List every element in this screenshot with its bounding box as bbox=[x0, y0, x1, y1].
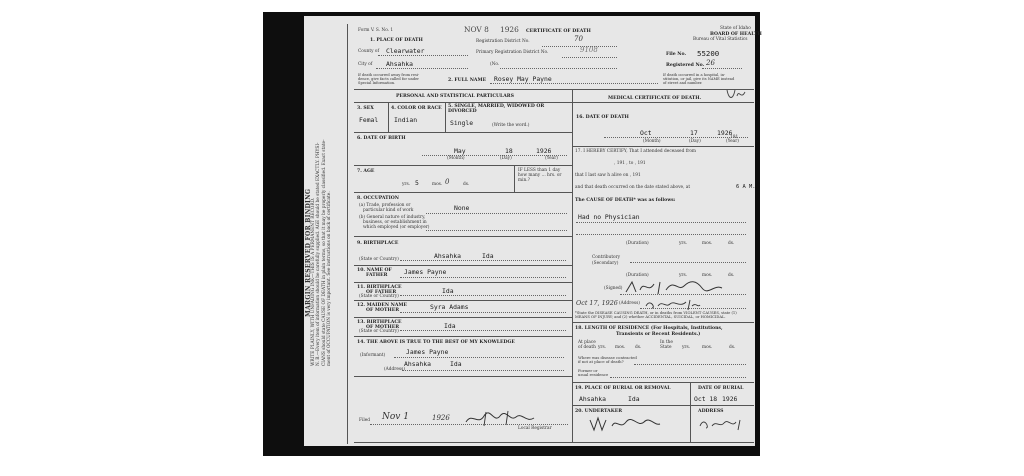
duration-ds: ds. bbox=[728, 241, 735, 246]
dob-day: 18 bbox=[505, 147, 513, 155]
undertaker-signature bbox=[586, 414, 666, 434]
at-place-mos: mos. bbox=[615, 345, 626, 350]
at-place-caption: At place bbox=[578, 340, 596, 345]
contracted-caption: Where was disease contracted bbox=[578, 355, 637, 360]
birthplace-label: 9. BIRTHPLACE bbox=[357, 241, 399, 246]
duration-mos: mos. bbox=[702, 273, 713, 278]
mother-name-label: OF MOTHER bbox=[366, 308, 400, 313]
duration-yrs: yrs. bbox=[679, 273, 688, 278]
marital-value: Single bbox=[450, 119, 474, 127]
death-month: Oct bbox=[640, 129, 652, 137]
undertaker-address-handwritten bbox=[696, 414, 746, 434]
in-state-ds: ds. bbox=[729, 345, 736, 350]
board-label: BOARD OF HEALTH bbox=[710, 32, 762, 37]
local-registrar-caption: Local Registrar bbox=[518, 426, 552, 431]
age-ds-label: ds. bbox=[463, 182, 470, 187]
death-year: 1926 bbox=[717, 129, 733, 137]
margin-line: N. B.—Every item of information should be carefully supplied. AGE should be stated EXACTLY. PHYSI- bbox=[316, 142, 322, 366]
address-caption: (Address) bbox=[619, 301, 640, 306]
informant-value: James Payne bbox=[406, 348, 449, 356]
less-than-day-label: how many ... hrs. or bbox=[518, 173, 562, 178]
signed-caption: (Signed) bbox=[604, 286, 623, 291]
filed-date: Nov 1 bbox=[382, 412, 409, 422]
informant-statement: 14. THE ABOVE IS TRUE TO THE BEST OF MY KNOWLEDGE bbox=[357, 340, 515, 345]
informant-caption: (Informant) bbox=[360, 353, 386, 358]
year-caption: (Year) bbox=[545, 156, 558, 161]
mother-birthplace-value: Ida bbox=[444, 322, 456, 330]
state-label: State of Idaho bbox=[720, 26, 751, 31]
occupation-note: particular kind of work bbox=[363, 208, 414, 213]
secondary-caption: (Secondary) bbox=[592, 261, 619, 266]
physician-address-handwritten bbox=[642, 296, 702, 312]
birthplace-state: Ida bbox=[482, 252, 494, 260]
burial-year-value: 1926 bbox=[722, 395, 738, 403]
margin-rule bbox=[347, 24, 348, 444]
age-years-value: 5 bbox=[415, 179, 419, 187]
less-than-day-label: min.? bbox=[518, 178, 530, 183]
address-caption: (Address) bbox=[384, 367, 405, 372]
duration-mos: mos. bbox=[702, 241, 713, 246]
bureau-label: Bureau of Vital Statistics bbox=[693, 37, 748, 42]
in-state-caption: State bbox=[660, 345, 672, 350]
county-label: County of bbox=[358, 49, 380, 54]
state-country-caption: (State or Country) bbox=[359, 294, 399, 299]
certify-line: that I last saw h alive on , 191 bbox=[575, 173, 641, 178]
city-value: Ahsahka bbox=[386, 60, 413, 68]
in-state-mos: mos. bbox=[702, 345, 713, 350]
month-caption: (Month) bbox=[643, 139, 661, 144]
occupation-note: (b) General nature of industry, bbox=[359, 215, 426, 220]
occupation-note: which employed (or employer) bbox=[363, 225, 430, 230]
place-of-death-label: 1. PLACE OF DEATH bbox=[370, 38, 423, 43]
occupation-note: business, or establishment in bbox=[363, 220, 427, 225]
binding-margin bbox=[306, 139, 332, 366]
mother-birthplace-label: 13. BIRTHPLACE bbox=[357, 320, 402, 325]
dob-month: May bbox=[454, 147, 466, 155]
father-birthplace-label: 11. BIRTHPLACE bbox=[357, 285, 402, 290]
occupation-note: (a) Trade, profession or bbox=[359, 203, 411, 208]
less-than-day-label: IF LESS than 1 day bbox=[518, 168, 561, 173]
received-stamp: NOV 8 bbox=[464, 25, 489, 34]
cause-value: Had no Physician bbox=[578, 213, 640, 221]
in-state-yrs: yrs. bbox=[682, 345, 691, 350]
primary-district-label: Primary Registration District No. bbox=[476, 50, 549, 55]
occupation-value: None bbox=[454, 204, 470, 212]
former-residence-caption: Former or bbox=[578, 368, 598, 373]
reg-district-label: Registration District No. bbox=[476, 39, 530, 44]
medical-section-title: MEDICAL CERTIFICATE OF DEATH. bbox=[608, 96, 702, 101]
street-no-label: (No. bbox=[490, 62, 500, 67]
residence-label: 18. LENGTH OF RESIDENCE (For Hospitals, Institutions, bbox=[575, 326, 723, 331]
personal-section-title: PERSONAL AND STATISTICAL PARTICULARS bbox=[396, 94, 514, 99]
father-name-value: James Payne bbox=[404, 268, 447, 276]
at-place-ds: ds. bbox=[635, 345, 642, 350]
duration-yrs: yrs. bbox=[679, 241, 688, 246]
burial-place-value: Ahsahka bbox=[579, 395, 606, 403]
duration-caption: (Duration) bbox=[626, 241, 649, 246]
mother-name-label: 12. MAIDEN NAME bbox=[357, 303, 408, 308]
death-date-label: 16. DATE OF DEATH bbox=[576, 115, 629, 120]
year-caption: (Year) bbox=[726, 139, 739, 144]
mother-name-value: Syra Adams bbox=[430, 303, 469, 311]
age-yrs-label: yrs. bbox=[402, 182, 411, 187]
sex-label: 3. SEX bbox=[357, 106, 374, 111]
burial-place-label: 19. PLACE OF BURIAL OR REMOVAL bbox=[575, 386, 671, 391]
dob-label: 6. DATE OF BIRTH bbox=[357, 136, 406, 141]
burial-date-value: Oct 18 bbox=[694, 395, 718, 403]
father-birthplace-label: OF FATHER bbox=[366, 290, 397, 295]
hospital-note: If death occurred in a hospital, in- bbox=[663, 73, 726, 77]
file-no-label: File No. bbox=[666, 52, 687, 57]
county-value: Clearwater bbox=[386, 47, 425, 55]
father-name-label: FATHER bbox=[366, 273, 388, 278]
filed-year: 1926 bbox=[432, 414, 450, 422]
annotation-mark bbox=[725, 86, 749, 102]
burial-state-value: Ida bbox=[628, 395, 640, 403]
residence-note: dence, give facts called for under bbox=[358, 77, 419, 81]
residence-label: Transients or Recent Residents.) bbox=[616, 332, 701, 337]
marital-note: (Write the word.) bbox=[492, 123, 530, 128]
year-suffix: 191 bbox=[730, 135, 739, 140]
document-scan bbox=[263, 12, 760, 456]
informant-state: Ida bbox=[450, 360, 462, 368]
former-residence-caption: usual residence bbox=[578, 372, 609, 377]
marital-label: 5. SINGLE, MARRIED, WIDOWED OR DIVORCED bbox=[448, 104, 545, 115]
state-country-caption: (State or Country) bbox=[359, 257, 399, 262]
file-no-value: 55200 bbox=[697, 49, 720, 58]
occupation-label: 8. OCCUPATION bbox=[357, 196, 399, 201]
age-mos-label: mos. bbox=[432, 182, 443, 187]
age-months-value: 0 bbox=[445, 178, 450, 186]
cause-footnote: MEANS OF INJURY; and (2) whether ACCIDENTAL, SUICIDAL, or HOMICIDAL. bbox=[575, 315, 726, 319]
column-divider bbox=[572, 89, 573, 443]
margin-line: WRITE PLAINLY, WITH UNFADING INK—THIS IS A PERMANENT RECORD. bbox=[311, 197, 317, 366]
informant-town: Ahsahka bbox=[404, 360, 431, 368]
reg-district-value: 70 bbox=[574, 35, 583, 43]
signed-date: Oct 17, 1926 bbox=[576, 299, 618, 307]
cause-label: The CAUSE OF DEATH* was as follows: bbox=[575, 198, 676, 203]
at-place-caption: of death bbox=[578, 345, 596, 350]
age-label: 7. AGE bbox=[357, 169, 375, 174]
certify-line: and that death occurred on the date stated above, at bbox=[575, 185, 691, 190]
death-certificate bbox=[304, 16, 762, 446]
father-birthplace-value: Ida bbox=[442, 287, 454, 295]
cause-footnote: *State the DISEASE CAUSING DEATH, or in deaths from VIOLENT CAUSES, state (1) bbox=[575, 311, 737, 315]
contracted-caption: if not at place of death? bbox=[578, 359, 624, 364]
sex-value: Femal bbox=[359, 116, 379, 124]
margin-line: ment of OCCUPATION is very important. See instructions on back of certificate. bbox=[326, 191, 332, 366]
registered-no-value: 26 bbox=[706, 59, 715, 67]
full-name-value: Rosey May Payne bbox=[494, 75, 552, 83]
month-caption: (Month) bbox=[447, 156, 465, 161]
margin-title: MARGIN RESERVED FOR BINDING bbox=[305, 188, 312, 317]
registered-no-label: Registered No. bbox=[666, 63, 705, 68]
residence-note: Special Information. bbox=[358, 81, 396, 85]
day-caption: (Day) bbox=[689, 139, 701, 144]
father-name-label: 10. NAME OF bbox=[357, 268, 392, 273]
residence-note: If death occurred away from resi- bbox=[358, 73, 420, 77]
certificate-title: CERTIFICATE OF DEATH bbox=[526, 29, 591, 34]
hospital-note: stitution, or jail, give its NAME instead bbox=[663, 77, 735, 81]
race-value: Indian bbox=[394, 116, 418, 124]
contributory-caption: Contributory bbox=[592, 255, 621, 260]
death-time: 6 A M. bbox=[736, 184, 756, 190]
certify-line: , 191 , to , 191 bbox=[614, 161, 646, 166]
death-day: 17 bbox=[690, 129, 698, 137]
city-label: City of bbox=[358, 62, 373, 67]
undertaker-address-label: ADDRESS bbox=[698, 409, 724, 414]
margin-line: CIANS should state CAUSE OF DEATH in plain terms, so that it may be properly classified. Exact state- bbox=[321, 139, 327, 366]
hospital-note: of street and number. bbox=[663, 81, 703, 85]
form-label: Form V. S. No. 1 bbox=[358, 28, 394, 33]
certify-line: 17. I HEREBY CERTIFY, That I attended deceased from bbox=[575, 149, 697, 154]
state-country-caption: (State or Country) bbox=[359, 329, 399, 334]
filed-caption: Filed bbox=[359, 418, 371, 423]
full-name-label: 2. FULL NAME bbox=[448, 78, 487, 83]
primary-district-value: 9108 bbox=[580, 46, 598, 54]
duration-caption: (Duration) bbox=[626, 273, 649, 278]
at-place-yrs: yrs. bbox=[598, 345, 607, 350]
undertaker-label: 20. UNDERTAKER bbox=[575, 409, 623, 414]
in-state-caption: In the bbox=[660, 340, 673, 345]
dob-year: 1926 bbox=[536, 147, 552, 155]
duration-ds: ds. bbox=[728, 273, 735, 278]
day-caption: (Day) bbox=[500, 156, 512, 161]
burial-date-label: DATE OF BURIAL bbox=[698, 386, 744, 391]
birthplace-town: Ahsahka bbox=[434, 252, 461, 260]
stamp-year: 1926 bbox=[500, 25, 519, 34]
race-label: 4. COLOR OR RACE bbox=[391, 106, 442, 111]
mother-birthplace-label: OF MOTHER bbox=[366, 325, 400, 330]
